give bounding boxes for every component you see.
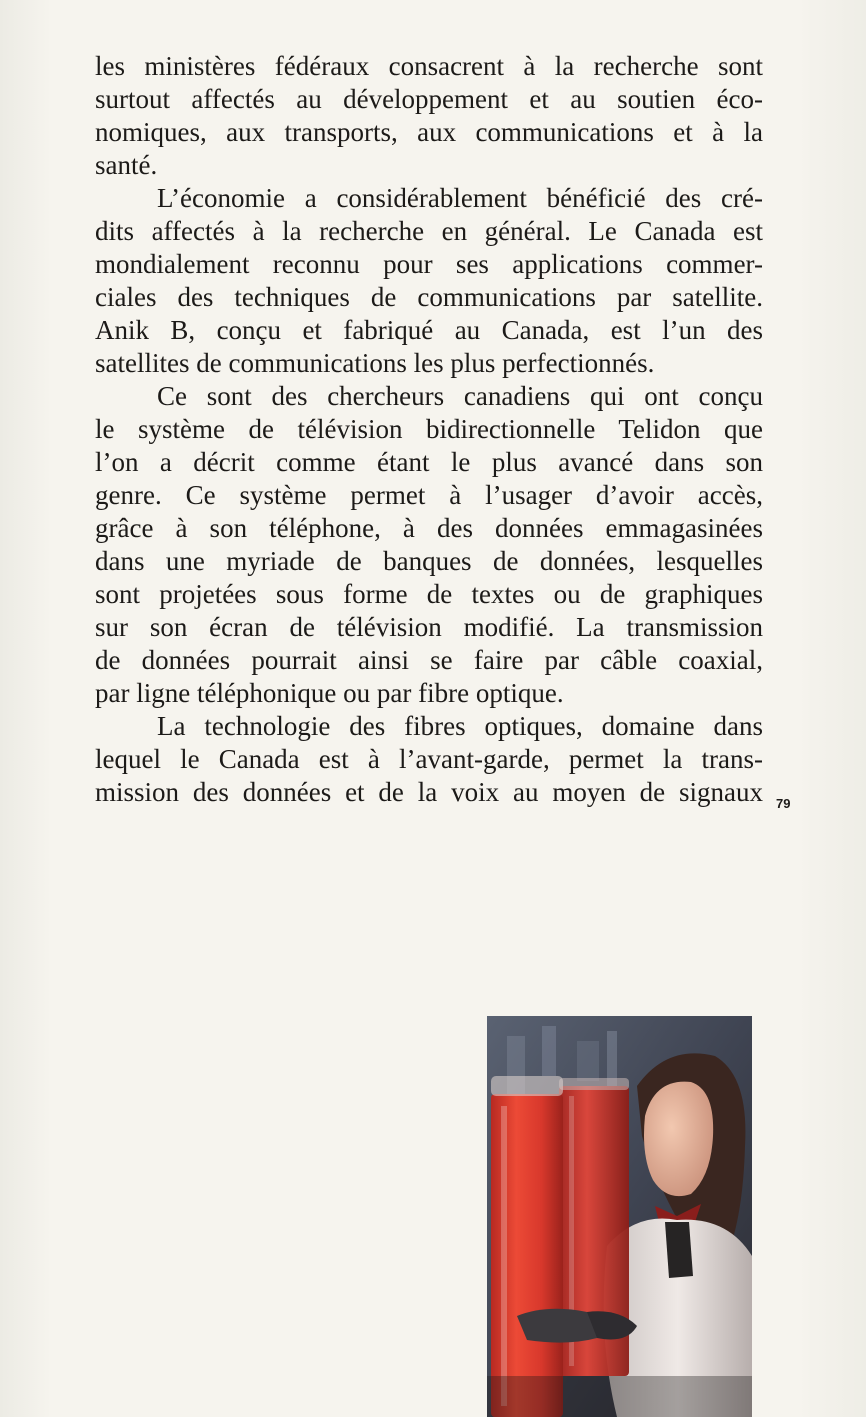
- text-line: La technologie des fibres optiques, domaine dans: [157, 711, 763, 741]
- page-number: 79: [776, 796, 791, 811]
- text-line: sur son écran de télévision modifié. La transmission: [95, 612, 763, 642]
- text-line: mondialement reconnu pour ses applications commer-: [95, 249, 763, 279]
- text-line: lequel le Canada est à l’avant-garde, permet la trans-: [95, 744, 763, 774]
- text-line: dans une myriade de banques de données, lesquelles: [95, 546, 763, 576]
- text-line: satellites de communications les plus perfectionnés.: [95, 348, 655, 378]
- text-line: Ce sont des chercheurs canadiens qui ont conçu: [157, 381, 763, 411]
- text-line: l’on a décrit comme étant le plus avancé dans son: [95, 447, 763, 477]
- text-line: le système de télévision bidirectionnelle Telidon que: [95, 414, 763, 444]
- text-line: dits affectés à la recherche en général. Le Canada est: [95, 216, 763, 246]
- text-line: sont projetées sous forme de textes ou de graphiques: [95, 579, 763, 609]
- text-line: genre. Ce système permet à l’usager d’avoir accès,: [95, 480, 763, 510]
- text-line: nomiques, aux transports, aux communications et à la: [95, 117, 763, 147]
- text-line: Anik B, conçu et fabriqué au Canada, est l’un des: [95, 315, 763, 345]
- text-line: par ligne téléphonique ou par fibre optique.: [95, 678, 564, 708]
- text-line: santé.: [95, 150, 158, 180]
- text-line: ciales des techniques de communications par satellite.: [95, 282, 763, 312]
- text-line: grâce à son téléphone, à des données emmagasinées: [95, 513, 763, 543]
- body-text: [95, 50, 763, 809]
- text-line: surtout affectés au développement et au soutien éco-: [95, 84, 763, 114]
- scientist-photo-illustration: [487, 1016, 752, 1417]
- laboratory-photo: [487, 1016, 752, 1417]
- text-line: L’économie a considérablement bénéficié des cré-: [157, 183, 763, 213]
- text-line: mission des données et de la voix au moyen de signaux: [95, 777, 763, 807]
- text-line: les ministères fédéraux consacrent à la recherche sont: [95, 51, 763, 81]
- text-line: de données pourrait ainsi se faire par câble coaxial,: [95, 645, 763, 675]
